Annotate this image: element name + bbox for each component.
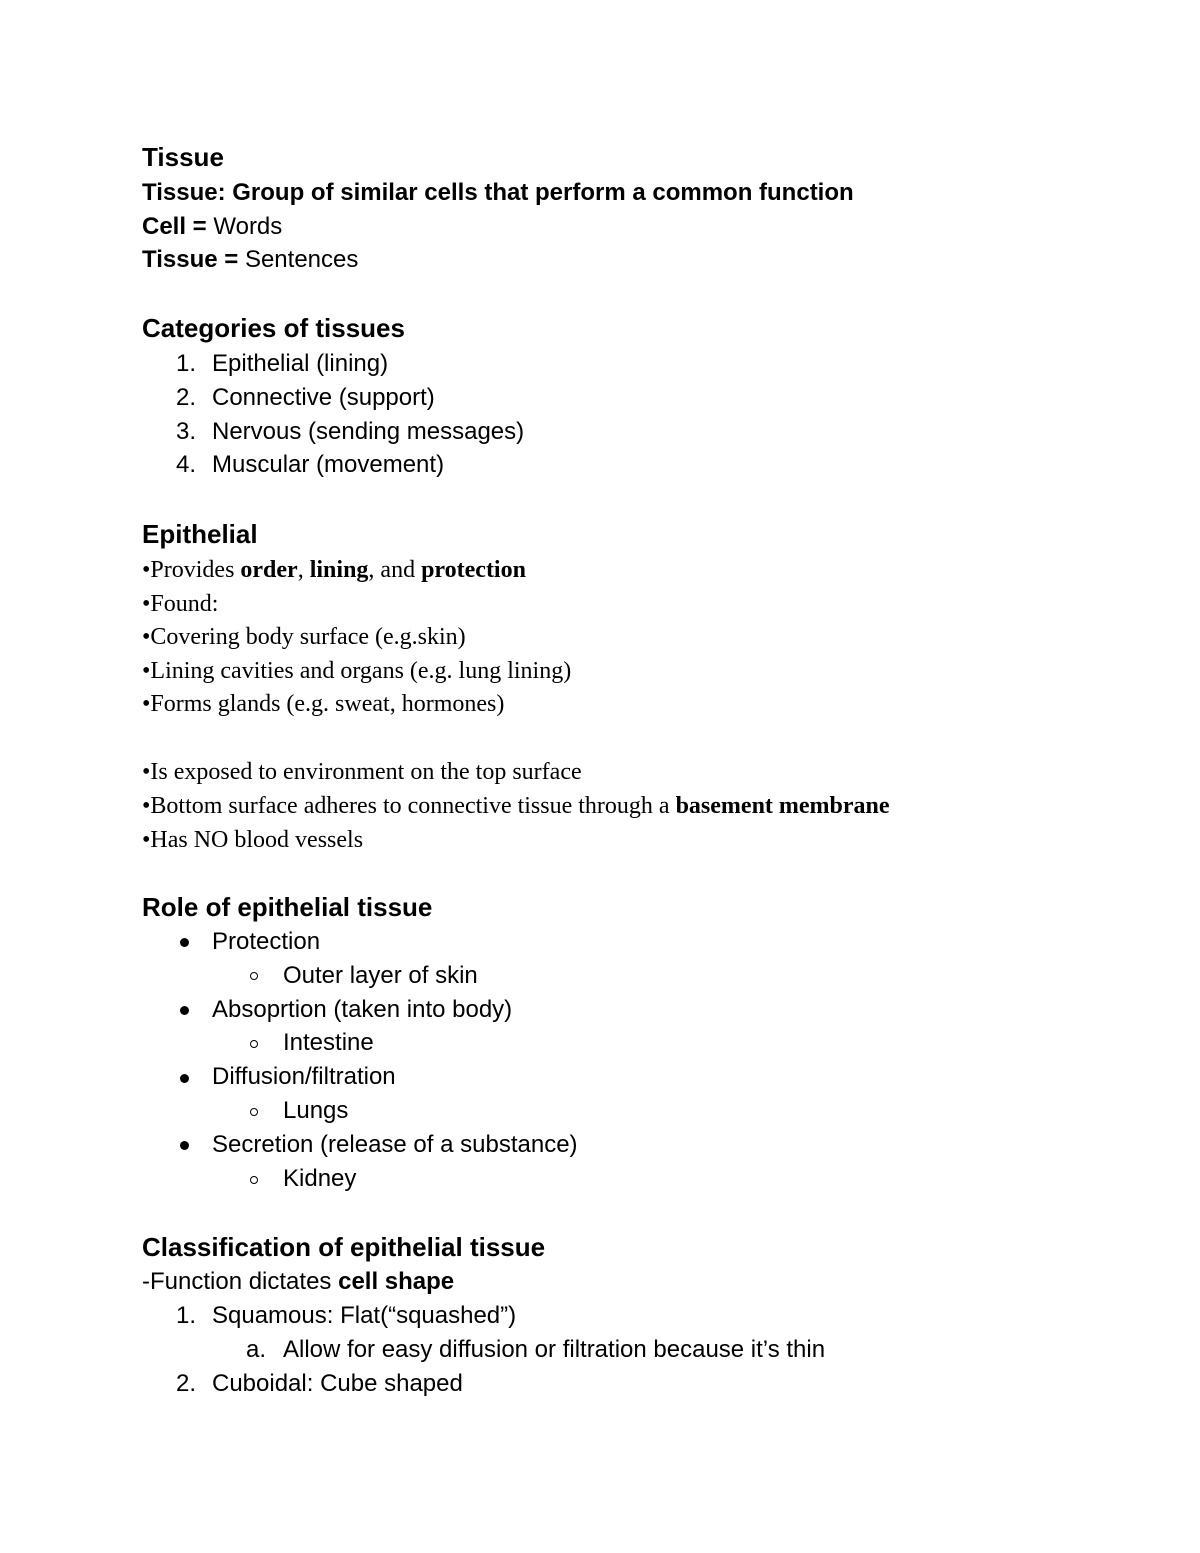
tissue-analogy-value: Sentences <box>238 246 359 273</box>
provides-protection: protection <box>421 557 526 583</box>
epithelial-found: •Found: <box>142 591 219 617</box>
epithelial-lining-cavities: •Lining cavities and organs (e.g. lung lining) <box>142 658 572 684</box>
bullet-dot-icon <box>180 1074 189 1083</box>
classification-number: 1. <box>176 1302 197 1329</box>
classification-function-line <box>142 1267 454 1297</box>
epithelial-exposed: •Is exposed to environment on the top surface <box>142 759 582 785</box>
provides-order: order <box>240 557 298 583</box>
cell-analogy-line <box>142 212 282 242</box>
category-number: 4. <box>176 451 197 478</box>
epithelial-provides-line <box>142 555 526 585</box>
category-number: 2. <box>176 384 197 411</box>
category-item: Connective (support) <box>212 384 435 411</box>
role-sub-item: Lungs <box>283 1097 349 1124</box>
basement-membrane-term: basement membrane <box>675 793 890 819</box>
provides-prefix: •Provides <box>142 557 241 583</box>
tissue-heading: Tissue <box>142 142 224 172</box>
provides-separator: , and <box>368 557 422 583</box>
bullet-ring-icon <box>250 1176 258 1184</box>
classification-number: 2. <box>176 1370 197 1397</box>
role-item: Protection <box>212 928 321 955</box>
role-heading: Role of epithelial tissue <box>142 892 433 922</box>
classification-heading: Classification of epithelial tissue <box>142 1232 546 1262</box>
category-number: 3. <box>176 418 197 445</box>
classification-sub-item: Allow for easy diffusion or filtration because it’s thin <box>283 1336 826 1363</box>
role-sub-item: Outer layer of skin <box>283 962 478 989</box>
category-item: Epithelial (lining) <box>212 350 389 377</box>
role-item: Secretion (release of a substance) <box>212 1131 578 1158</box>
cell-analogy-value: Words <box>206 213 283 240</box>
bullet-ring-icon <box>250 1040 258 1048</box>
bullet-dot-icon <box>180 1141 189 1150</box>
epithelial-heading: Epithelial <box>142 519 258 549</box>
function-prefix: -Function dictates <box>142 1268 339 1295</box>
provides-lining: lining <box>309 557 369 583</box>
bullet-ring-icon <box>250 1108 258 1116</box>
category-item: Muscular (movement) <box>212 451 445 478</box>
classification-sub-letter: a. <box>246 1336 267 1363</box>
role-sub-item: Kidney <box>283 1165 357 1192</box>
classification-item: Cuboidal: Cube shaped <box>212 1370 463 1397</box>
cell-shape-term: cell shape <box>338 1268 455 1295</box>
provides-separator: , <box>297 557 310 583</box>
tissue-definition: Tissue: Group of similar cells that perform a common function <box>142 179 854 206</box>
classification-item: Squamous: Flat(“squashed”) <box>212 1302 517 1329</box>
role-item: Diffusion/filtration <box>212 1063 396 1090</box>
categories-heading: Categories of tissues <box>142 313 405 343</box>
epithelial-forms-glands: •Forms glands (e.g. sweat, hormones) <box>142 691 505 717</box>
bullet-dot-icon <box>180 938 189 947</box>
category-number: 1. <box>176 350 197 377</box>
epithelial-covering: •Covering body surface (e.g.skin) <box>142 624 466 650</box>
role-sub-item: Intestine <box>283 1029 374 1056</box>
cell-analogy-label: Cell = <box>142 213 207 240</box>
epithelial-bottom-surface <box>142 791 890 821</box>
bullet-ring-icon <box>250 972 258 980</box>
role-item: Absoprtion (taken into body) <box>212 996 513 1023</box>
category-item: Nervous (sending messages) <box>212 418 525 445</box>
tissue-analogy-label: Tissue = <box>142 246 239 273</box>
tissue-analogy-line <box>142 245 358 275</box>
epithelial-no-blood: •Has NO blood vessels <box>142 827 364 853</box>
bullet-dot-icon <box>180 1006 189 1015</box>
bottom-surface-text: •Bottom surface adheres to connective tissue through a <box>142 793 676 819</box>
